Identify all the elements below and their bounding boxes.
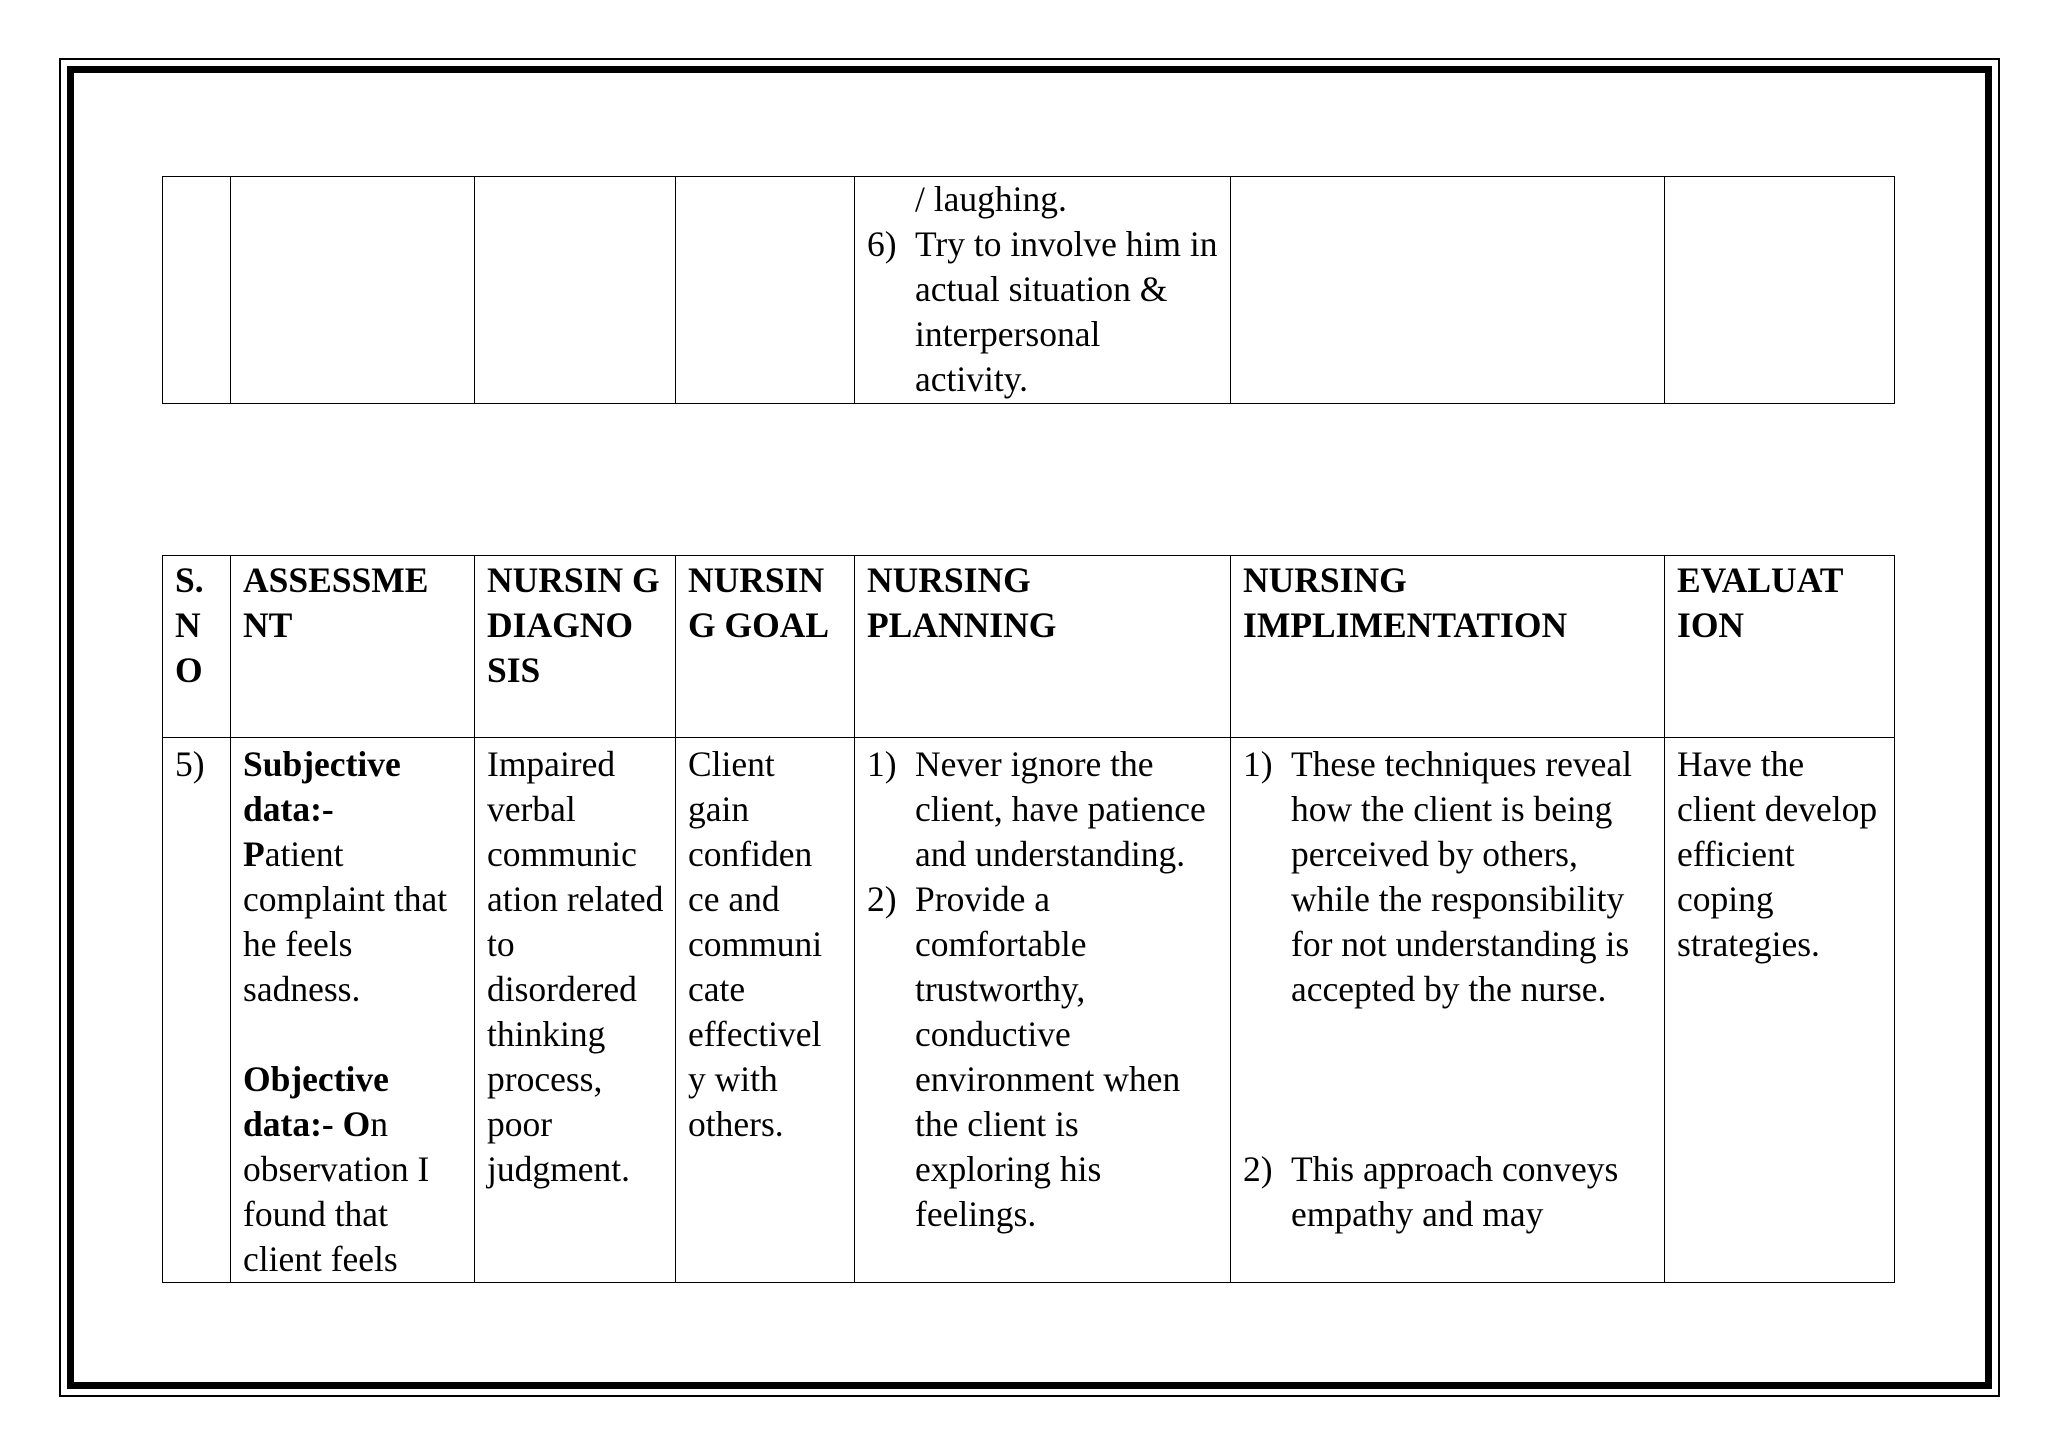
assessment-cell — [231, 738, 475, 1283]
list-item — [1243, 742, 1654, 1012]
sno-cell: 5) — [163, 738, 231, 1283]
objective-text: n observation I found that client feels — [243, 1104, 430, 1279]
evaluation-cell — [1665, 177, 1895, 404]
evaluation-cell: Have the client develop efficient coping strategies. — [1665, 738, 1895, 1283]
goal-cell: Client gain confiden ce and communi cate effectivel y with others. — [676, 738, 855, 1283]
diagnosis-cell — [475, 177, 676, 404]
header-goal: NURSIN G GOAL — [676, 556, 855, 738]
planning-continuation: / laughing. — [915, 179, 1067, 219]
list-item — [867, 177, 1220, 222]
header-diagnosis: NURSIN G DIAGNO SIS — [475, 556, 676, 738]
table-header-row — [163, 556, 1895, 738]
item-text: Never ignore the client, have patience and understanding. — [915, 744, 1206, 874]
subjective-text: atient complaint that he feels sadness. — [243, 834, 448, 1009]
implementation-cell — [1231, 177, 1665, 404]
implementation-list — [1243, 742, 1654, 1237]
item-number: 2) — [867, 879, 897, 919]
header-sno: S. N O — [163, 556, 231, 738]
subjective-label: Subjective data:- — [243, 744, 401, 829]
goal-cell — [676, 177, 855, 404]
care-plan-table — [162, 555, 1895, 1283]
item-text: This approach conveys empathy and may — [1291, 1149, 1619, 1234]
objective-label: Objective data:- O — [243, 1059, 389, 1144]
item-number: 2) — [1243, 1149, 1273, 1189]
list-item — [867, 222, 1220, 402]
table-row — [163, 177, 1895, 404]
item-text: Provide a comfortable trustworthy, conductive environment when the client is exploring his feelings. — [915, 879, 1181, 1234]
planning-list — [867, 177, 1220, 402]
table-row — [163, 738, 1895, 1283]
list-item — [1243, 1147, 1654, 1237]
list-item — [867, 877, 1220, 1237]
header-implementation: NURSING IMPLIMENTATION — [1231, 556, 1665, 738]
diagnosis-cell: Impaired verbal communic ation related to disordered thinking process, poor judgment. — [475, 738, 676, 1283]
item-text: Try to involve him in actual situation & interpersonal activity. — [915, 224, 1218, 399]
header-planning: NURSING PLANNING — [855, 556, 1231, 738]
sno-cell — [163, 177, 231, 404]
item-number: 6) — [867, 224, 897, 264]
header-evaluation: EVALUAT ION — [1665, 556, 1895, 738]
list-item — [867, 742, 1220, 877]
item-text: These techniques reveal how the client is being perceived by others, while the responsibility for not understanding is accepted by the nurse. — [1291, 744, 1633, 1009]
planning-list — [867, 742, 1220, 1237]
implementation-cell — [1231, 738, 1665, 1283]
care-plan-table-continued — [162, 176, 1895, 404]
planning-cell — [855, 738, 1231, 1283]
item-number: 1) — [867, 744, 897, 784]
item-number: 1) — [1243, 744, 1273, 784]
header-assessment: ASSESSME NT — [231, 556, 475, 738]
assessment-cell — [231, 177, 475, 404]
planning-cell — [855, 177, 1231, 404]
subjective-first-letter: P — [243, 834, 265, 874]
